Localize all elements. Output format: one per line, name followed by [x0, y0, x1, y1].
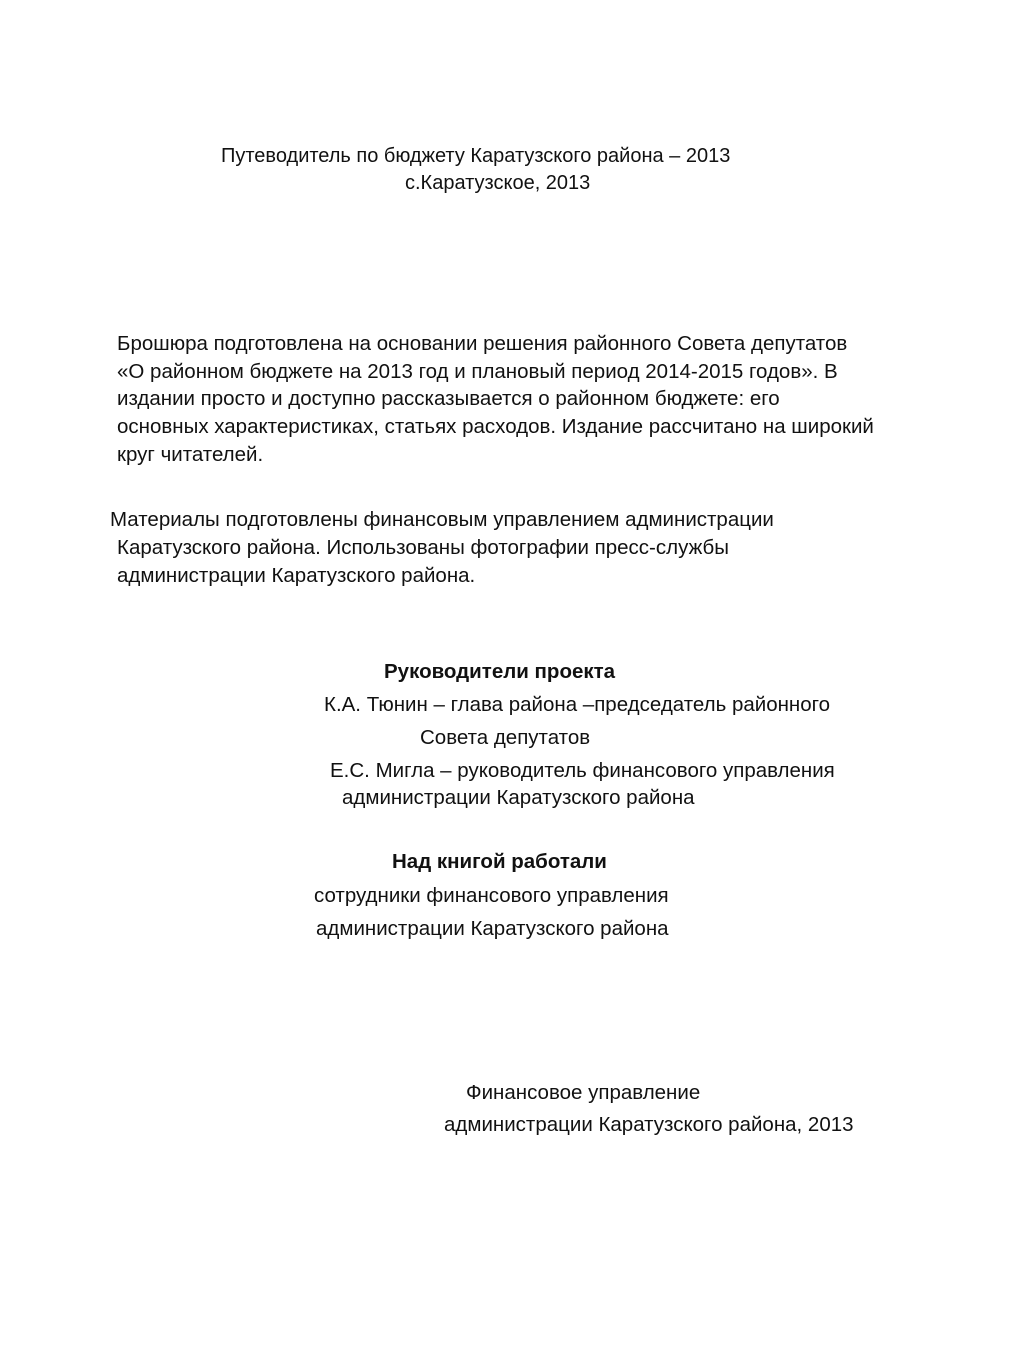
workers-line-2: администрации Каратузского района	[316, 917, 669, 940]
intro-line: круг читателей.	[117, 443, 264, 466]
footer-line-1: Финансовое управление	[466, 1081, 701, 1104]
intro-line: Брошюра подготовлена на основании решения районного Совета депутатов	[117, 332, 848, 355]
document-title: Путеводитель по бюджету Каратузского района – 2013	[221, 145, 731, 167]
materials-line: Материалы подготовлены финансовым управлением администрации	[110, 508, 774, 531]
leader-1-line-1: К.А. Тюнин – глава района –председатель районного	[324, 693, 831, 716]
leader-2-line-1: Е.С. Мигла – руководитель финансового управления	[330, 759, 835, 782]
workers-line-1: сотрудники финансового управления	[314, 884, 669, 907]
leader-2-line-2: администрации Каратузского района	[342, 786, 695, 809]
footer-line-2: администрации Каратузского района, 2013	[444, 1113, 854, 1136]
materials-line: Каратузского района. Использованы фотографии пресс-службы	[117, 536, 729, 559]
intro-line: «О районном бюджете на 2013 год и плановый период 2014-2015 годов». В	[117, 360, 838, 383]
intro-line: издании просто и доступно рассказывается о районном бюджете: его	[117, 387, 780, 410]
place-year: с.Каратузское, 2013	[405, 172, 591, 194]
workers-heading: Над книгой работали	[392, 850, 607, 873]
leader-1-line-2: Совета депутатов	[420, 726, 591, 749]
intro-line: основных характеристиках, статьях расходов. Издание рассчитано на широкий	[117, 415, 874, 438]
materials-line: администрации Каратузского района.	[117, 564, 476, 587]
leaders-heading: Руководители проекта	[384, 660, 616, 683]
